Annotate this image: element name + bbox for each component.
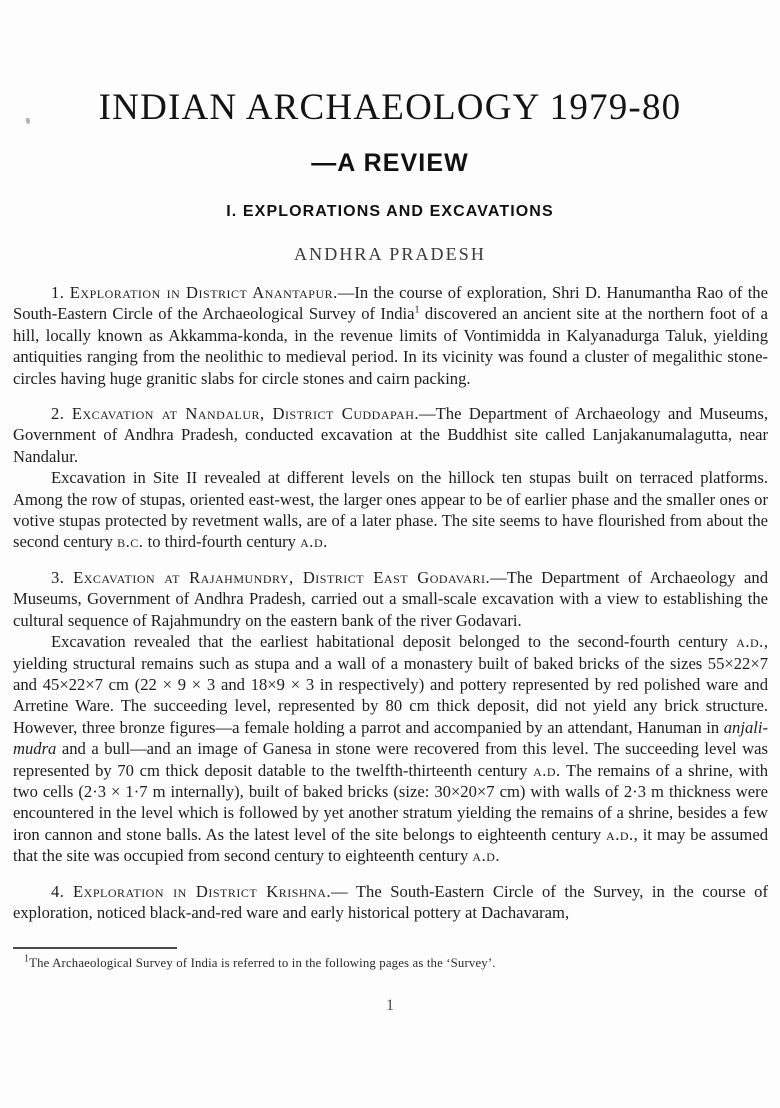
entry-2-number: 2. xyxy=(51,404,65,424)
entry-4-heading: Exploration in District Krishna. xyxy=(73,881,332,901)
rajahmundry-text-e: , it may be assumed that the site was occupied from second century to eighteenth century xyxy=(13,824,768,866)
nandalur-text-1: Excavation in Site II revealed at different levels on the hillock ten stupas built on terraced platforms. Among the row of stupas, oriented east-west, the larger ones appear to be of earlier phase and the smaller ones or votive stupas protected by revetment walls, are of a later phase. The site seems to have flourished from about the second century xyxy=(13,468,768,552)
rajahmundry-text-d: The remains of a shrine, with two cells (2·3 × 1·7 m internally), built of baked bricks (size: 30×20×7 cm) with walls of 2·3 m thickness were encountered in the level which is followed by yet another stratum yielding the remains of a shrine, besides a few iron cannon and stone balls. As the latest level of the site belongs to eighteenth century xyxy=(13,760,768,844)
entry-4-body: The South-Eastern Circle of the Survey, in the course of exploration, noticed black-and-red ware and early historical pottery at Dachavaram, xyxy=(13,881,768,922)
page-title: INDIAN ARCHAEOLOGY 1979-80 xyxy=(98,87,682,128)
entry-1-number: 1. xyxy=(51,283,65,302)
page-subtitle: —A REVIEW xyxy=(311,149,469,177)
entry-3-dash: — xyxy=(490,567,507,587)
entry-2-body: The Department of Archaeology and Museums, Government of Andhra Pradesh, conducted excavation at the Buddhist site called Lanjakanumalagutta, near Nandalur. xyxy=(13,404,768,466)
footnote-text: The Archaeological Survey of India is referred to in the following pages as the ‘Survey’. xyxy=(29,956,496,970)
page-number: 1 xyxy=(386,997,394,1014)
footnote-marker: 1 xyxy=(24,953,30,965)
section-title: I. EXPLORATIONS AND EXCAVATIONS xyxy=(226,203,554,220)
nandalur-excavation-paragraph xyxy=(13,467,768,553)
title-block xyxy=(0,86,780,265)
entry-2-heading: Excavation at Nandalur, District Cuddapah. xyxy=(71,404,420,424)
nandalur-text-2: to third-fourth century xyxy=(143,532,301,552)
era-ad: a.d. xyxy=(300,532,328,552)
entry-2-paragraph xyxy=(13,403,768,467)
entry-3-paragraph xyxy=(13,567,768,631)
entry-1-paragraph xyxy=(13,282,768,389)
entry-1-dash: — xyxy=(337,283,355,302)
era-ad-1: a.d. xyxy=(736,632,764,652)
rajahmundry-text-a: Excavation revealed that the earliest habitational deposit belonged to the second-fourth century xyxy=(51,632,737,652)
region-title: ANDHRA PRADESH xyxy=(294,244,486,264)
entry-4-dash: — xyxy=(331,881,356,901)
entry-3-heading: Excavation at Rajahmundry, District East Godavari. xyxy=(73,567,491,587)
era-ad-2: a.d. xyxy=(533,760,561,780)
entry-2-dash: — xyxy=(419,404,436,424)
footnote-reference-marker[interactable]: 1 xyxy=(414,304,420,316)
entry-4-number: 4. xyxy=(51,881,65,901)
entry-1-heading: Exploration in District Anantapur. xyxy=(69,283,338,302)
entry-1-body-before-footnote: In the course of exploration, Shri D. Hanumantha Rao of the South-Eastern Circle of the Archaeological Survey of India xyxy=(13,283,768,324)
rajahmundry-text-b: , yielding structural remains such as stupa and a wall of a monastery built of baked bricks of the sizes 55×22×7 and 45×22×7 cm (22 × 9 × 3 and 18×9 × 3 in respectively) and pottery represented by red polished ware and Arretine Ware. The succeeding level, represented by 80 cm thick deposit, did not yield any brick structure. However, three bronze figures—a female holding a parrot and accompanied by an attendant, Hanuman in xyxy=(13,632,768,737)
footnote xyxy=(24,955,744,972)
rajahmundry-excavation-paragraph xyxy=(13,631,768,866)
entry-3-body: The Department of Archaeology and Museums, Government of Andhra Pradesh, carried out a small-scale excavation with a view to establishing the cultural sequence of Rajahmundry on the eastern bank of the river Godavari. xyxy=(13,567,768,630)
entry-3-number: 3. xyxy=(51,567,65,587)
footnote-separator-rule xyxy=(13,947,177,949)
era-ad-4: a.d. xyxy=(472,846,501,866)
entry-4-paragraph xyxy=(13,881,768,924)
term-anjali-mudra: anjali-mudra xyxy=(13,717,768,759)
rajahmundry-text-c: and a bull—and an image of Ganesa in stone were recovered from this level. The succeeding level was represented by 70 cm thick deposit datable to the twelfth-thirteenth century xyxy=(13,739,768,780)
entry-1-body-after-footnote: discovered an ancient site at the northern foot of a hill, locally known as Akkamma-konda, in the revenue limits of Vontimidda in Kalyanadurga Taluk, yielding antiquities ranging from the neolithic to medieval period. In its vicinity was found a cluster of megalithic stone-circles having huge granitic slabs for circle stones and cairn packing. xyxy=(13,304,768,388)
body-text-column xyxy=(13,282,768,923)
era-ad-3: a.d. xyxy=(606,824,634,844)
era-bc: b.c. xyxy=(117,532,144,552)
